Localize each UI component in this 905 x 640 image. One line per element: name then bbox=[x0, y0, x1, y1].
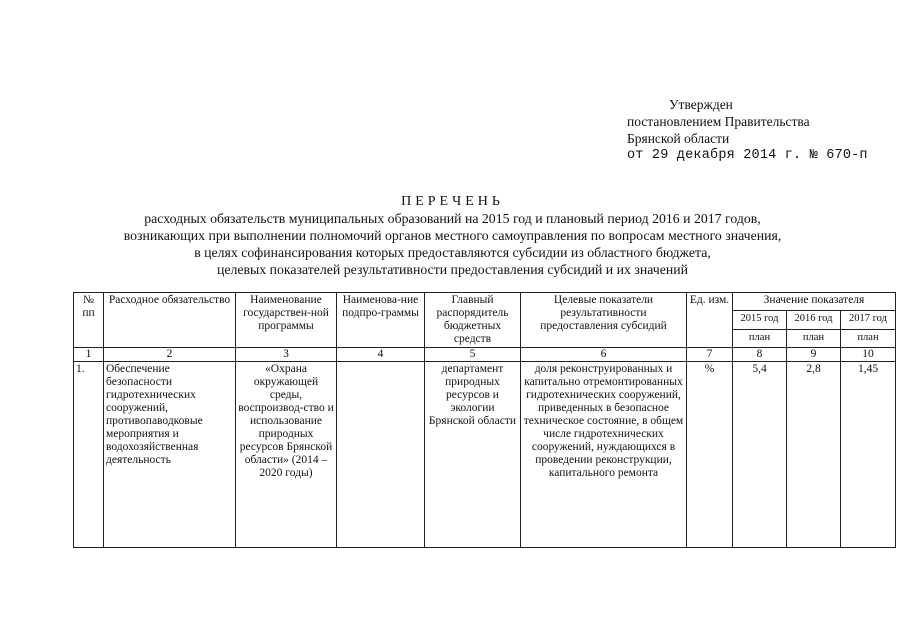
header-row bbox=[74, 293, 896, 311]
approval-line-region: Брянской области bbox=[627, 131, 730, 146]
title-line-4: целевых показателей результативности предоставления субсидий и их значений bbox=[217, 262, 688, 277]
obligations-table bbox=[73, 292, 896, 548]
cell-num: 1. bbox=[74, 362, 104, 548]
column-number: 10 bbox=[841, 348, 896, 362]
header-unit: Ед. изм. bbox=[687, 293, 733, 348]
column-number: 1 bbox=[74, 348, 104, 362]
header-manager: Главный распорядитель бюджетных средств bbox=[425, 293, 521, 348]
table-row bbox=[74, 362, 896, 548]
header-year-2015: 2015 год bbox=[733, 311, 787, 329]
header-plan-2015: план bbox=[733, 329, 787, 347]
header-obligation: Расходное обязательство bbox=[104, 293, 236, 348]
cell-value-2016: 2,8 bbox=[787, 362, 841, 548]
approval-line-date-number: от 29 декабря 2014 г. № 670-п bbox=[627, 148, 868, 163]
header-gov-program: Наименование государствен-ной программы bbox=[236, 293, 337, 348]
column-number: 9 bbox=[787, 348, 841, 362]
title-line-2: возникающих при выполнении полномочий органов местного самоуправления по вопросам местного значения, bbox=[123, 228, 782, 243]
approval-line-resolution: постановлением Правительства bbox=[627, 114, 810, 129]
column-number: 5 bbox=[425, 348, 521, 362]
column-number: 8 bbox=[733, 348, 787, 362]
column-number: 2 bbox=[104, 348, 236, 362]
cell-unit: % bbox=[687, 362, 733, 548]
cell-obligation: Обеспечение безопасности гидротехнических сооружений, противопаводковые мероприятия и водохозяйственная деятельность bbox=[104, 362, 236, 548]
cell-gov-program: «Охрана окружающей среды, воспроизвод-ство и использование природных ресурсов Брянской области» (2014 – 2020 годы) bbox=[236, 362, 337, 548]
header-value: Значение показателя bbox=[733, 293, 896, 311]
column-number: 3 bbox=[236, 348, 337, 362]
column-number: 6 bbox=[521, 348, 687, 362]
header-plan-2017: план bbox=[841, 329, 896, 347]
title-line-3: в целях софинансирования которых предоставляются субсидии из областного бюджета, bbox=[194, 245, 711, 260]
cell-value-2017: 1,45 bbox=[841, 362, 896, 548]
cell-subprogram bbox=[337, 362, 425, 548]
header-year-2017: 2017 год bbox=[841, 311, 896, 329]
cell-value-2015: 5,4 bbox=[733, 362, 787, 548]
title-main: ПЕРЕЧЕНЬ bbox=[401, 194, 504, 209]
approval-line-approved: Утвержден bbox=[669, 97, 733, 112]
header-plan-2016: план bbox=[787, 329, 841, 347]
header-subprogram: Наименова-ние подпро-граммы bbox=[337, 293, 425, 348]
cell-manager: департамент природных ресурсов и экологии Брянской области bbox=[425, 362, 521, 548]
column-number: 4 bbox=[337, 348, 425, 362]
column-number-row bbox=[74, 348, 896, 362]
approval-stamp bbox=[627, 96, 868, 164]
title-line-1: расходных обязательств муниципальных образований на 2015 год и плановый период 2016 и 2017 годов, bbox=[144, 211, 761, 226]
header-year-2016: 2016 год bbox=[787, 311, 841, 329]
column-number: 7 bbox=[687, 348, 733, 362]
document-title bbox=[0, 193, 905, 278]
header-indicators: Целевые показатели результативности предоставления субсидий bbox=[521, 293, 687, 348]
cell-indicator: доля реконструированных и капитально отремонтированных гидротехнических сооружений, приведенных в безопасное техническое состояние, в общем числе гидротехнических сооружений, нуждающихся в проведении реконструкции, капитального ремонта bbox=[521, 362, 687, 548]
header-num: № пп bbox=[74, 293, 104, 348]
